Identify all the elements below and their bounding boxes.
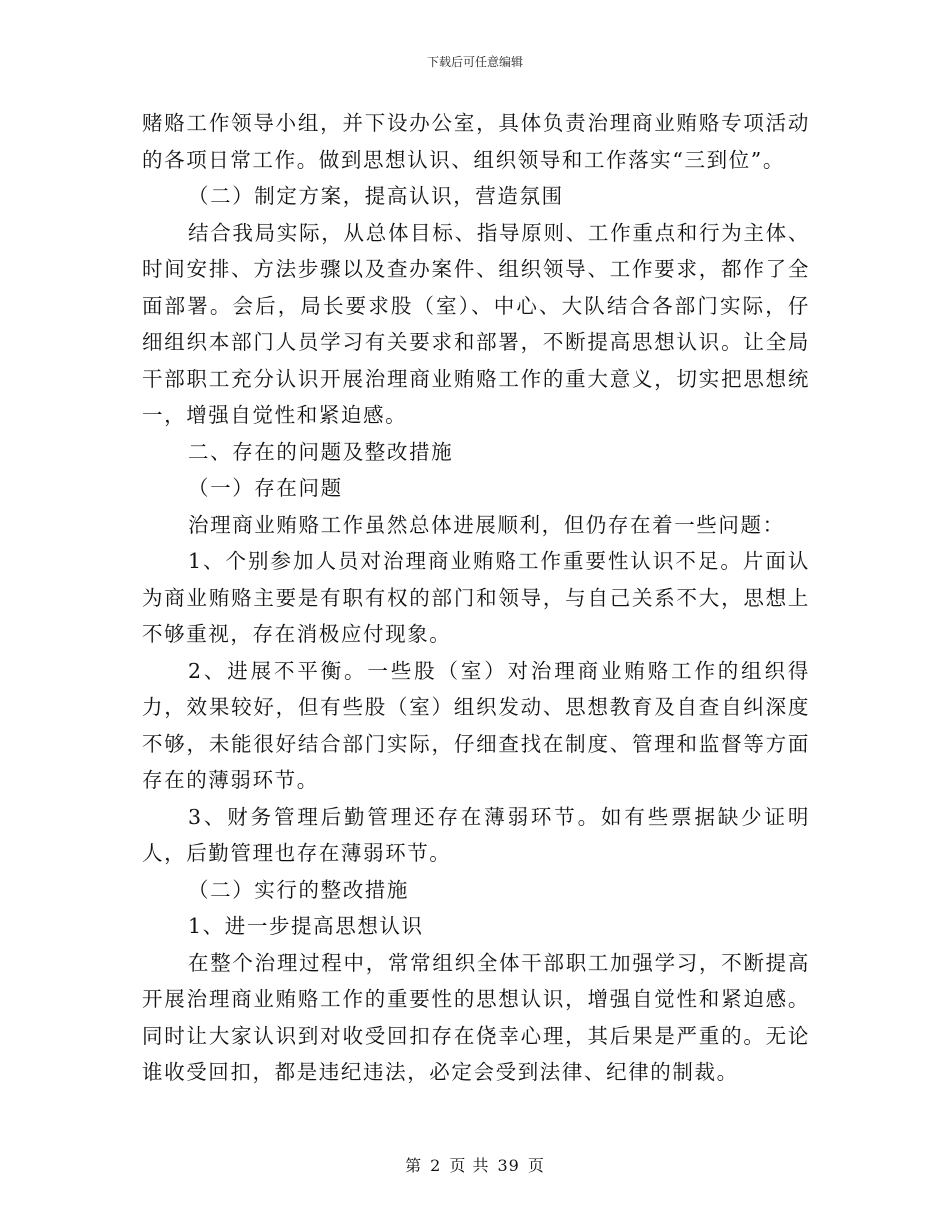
page-footer [0,1156,950,1176]
paragraph-6: 治理商业贿赂工作虽然总体进展顺利，但仍存在着一些问题： [188,512,785,537]
footer-page-number: 2 [430,1156,442,1175]
footer-prefix: 第 [405,1156,423,1175]
paragraph-10: （二）实行的整改措施 [188,877,409,902]
paragraph-4: 二、存在的问题及整改措施 [188,439,454,464]
paragraph-12: 在整个治理过程中，常常组织全体干部职工加强学习，不断提高开展治理商业贿赂工作的重要性的思想认识，增强自觉性和紧迫感。同时让大家认识到对收受回扣存在侥幸心理，其后果是严重的。无论谁收受回扣，都是违纪违法，必定会受到法律、纪律的制裁。 [142,950,810,1084]
paragraph-2: （二）制定方案，提高认识，营造氛围 [188,184,564,208]
footer-total-pages: 39 [497,1156,520,1175]
page-header: 下载后可任意编辑 [426,55,523,69]
paragraph-1: 赌赂工作领导小组，并下设办公室，具体负责治理商业贿赂专项活动的各项日常工作。做到思想认识、组织领导和工作落实“三到位”。 [142,111,810,172]
paragraph-8: 2、进展不平衡。一些股（室）对治理商业贿赂工作的组织得力，效果较好，但有些股（室）组织发动、思想教育及自查自纠深度不够，未能很好结合部门实际，仔细查找在制度、管理和监督等方面存在的薄弱环节。 [142,658,810,792]
paragraph-9: 3、财务管理后勤管理还存在薄弱环节。如有些票据缺少证明人，后勤管理也存在薄弱环节。 [142,804,810,865]
footer-suffix: 页 [527,1156,545,1175]
document-body [142,105,810,1091]
paragraph-11: 1、进一步提高思想认识 [188,914,424,938]
paragraph-3: 结合我局实际，从总体目标、指导原则、工作重点和行为主体、时间安排、方法步骤以及查办案件、组织领导、工作要求，都作了全面部署。会后，局长要求股（室）、中心、大队结合各部门实际，仔细组织本部门人员学习有关要求和部署，不断提高思想认识。让全局干部职工充分认识开展治理商业贿赂工作的重大意义，切实把思想统一，增强自觉性和紧迫感。 [142,220,810,427]
footer-middle: 页 共 [449,1156,490,1175]
paragraph-5: （一）存在问题 [188,476,343,500]
paragraph-7: 1、个别参加人员对治理商业贿赂工作重要性认识不足。片面认为商业贿赂主要是有职有权的部门和领导，与自己关系不大，思想上不够重视，存在消极应付现象。 [142,549,810,646]
